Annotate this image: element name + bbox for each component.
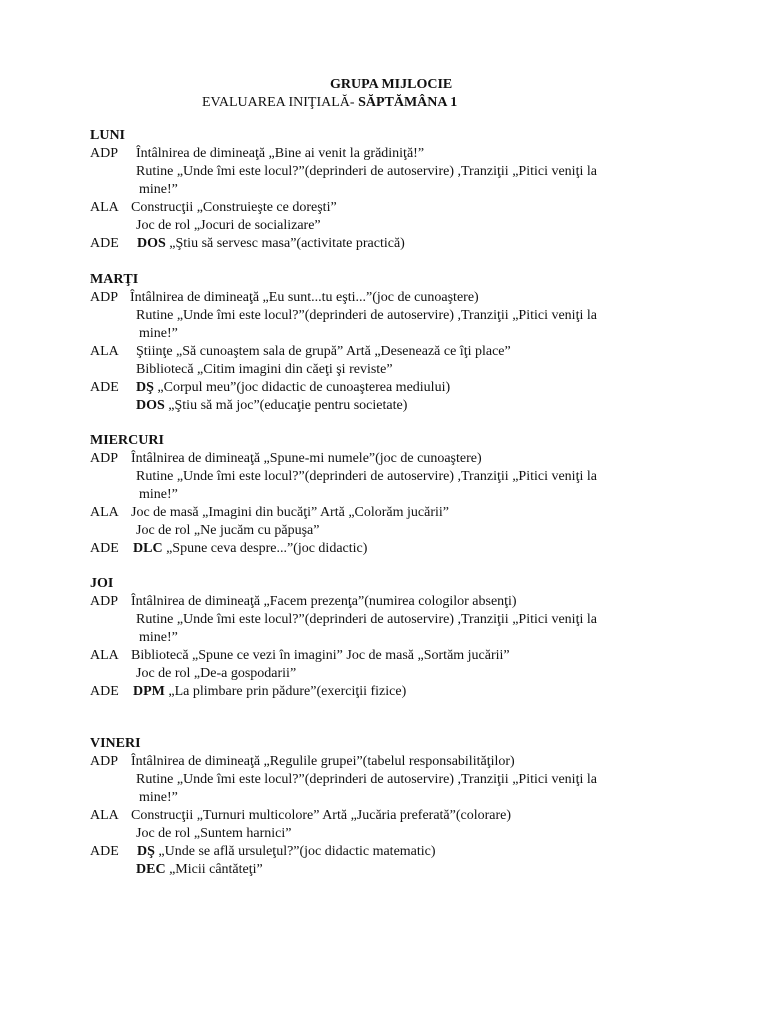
- activity-text: [137, 235, 405, 253]
- ade-row: [90, 379, 690, 397]
- activity-domain: DŞ: [136, 380, 154, 395]
- day-joi: [90, 575, 690, 701]
- rutine-line2: mine!”: [139, 790, 178, 805]
- activity-text: Joc de rol „Jocuri de socializare”: [136, 218, 321, 233]
- day-heading: MIERCURI: [90, 433, 164, 448]
- activity-detail: „La plimbare prin pădure”(exerciţii fizice): [164, 684, 407, 699]
- activity-text: Bibliotecă „Spune ce vezi în imagini” Joc de masă „Sortăm jucării”: [131, 648, 510, 663]
- activity-detail: „Corpul meu”(joc didactic de cunoaşterea mediului): [153, 380, 451, 395]
- activity-domain: DOS: [137, 236, 166, 251]
- activity-code: ADP: [90, 146, 119, 161]
- activity-code: ADE: [90, 236, 119, 251]
- ade-row: [90, 540, 690, 558]
- ade-row-2: [90, 861, 690, 879]
- rutine-line2: mine!”: [139, 630, 178, 645]
- day-vineri: [90, 735, 690, 879]
- ala-row: [90, 807, 690, 825]
- rutine-line1: Rutine „Unde îmi este locul?”(deprinderi de autoservire) ,Tranziţii „Pitici veniţi la: [136, 772, 597, 787]
- rutine-line1: Rutine „Unde îmi este locul?”(deprinderi de autoservire) ,Tranziţii „Pitici veniţi la: [136, 612, 597, 627]
- rutine-row: [90, 163, 690, 181]
- activity-domain: DŞ: [137, 844, 155, 859]
- day-heading: MARŢI: [90, 272, 139, 287]
- subtitle-plain: EVALUAREA INIŢIALĂ-: [202, 95, 359, 110]
- ala-row: [90, 343, 690, 361]
- activity-code: ALA: [90, 648, 119, 663]
- day-marti: [90, 271, 690, 415]
- activity-text: Întâlnirea de dimineaţă „Regulile grupei”(tabelul responsabilităţilor): [131, 754, 515, 769]
- activity-text: [137, 843, 436, 861]
- activity-detail: „Unde se află ursuleţul?”(joc didactic matematic): [154, 844, 436, 859]
- rutine-row-wrap: [90, 325, 690, 343]
- activity-text: Întâlnirea de dimineaţă „Facem prezenţa”(numirea cologilor absenţi): [131, 594, 517, 609]
- activity-text: [133, 683, 406, 701]
- activity-code: ADP: [90, 754, 119, 769]
- rutine-row-wrap: [90, 629, 690, 647]
- activity-code: ALA: [90, 200, 119, 215]
- activity-text: Ştiinţe „Să cunoaştem sala de grupă” Artă „Desenează ce îţi place”: [136, 344, 511, 359]
- activity-detail: „Ştiu să servesc masa”(activitate practică): [165, 236, 405, 251]
- page-subtitle: [202, 94, 457, 112]
- day-heading: VINERI: [90, 736, 141, 751]
- activity-domain: DOS: [136, 398, 165, 413]
- day-miercuri: [90, 432, 690, 558]
- activity-text: Joc de rol „De-a gospodarii”: [136, 666, 297, 681]
- rutine-line1: Rutine „Unde îmi este locul?”(deprinderi de autoservire) ,Tranziţii „Pitici veniţi la: [136, 164, 597, 179]
- page-title: GRUPA MIJLOCIE: [330, 77, 453, 92]
- ala-row-2: [90, 361, 690, 379]
- activity-code: ALA: [90, 344, 119, 359]
- rutine-line2: mine!”: [139, 326, 178, 341]
- activity-code: ADP: [90, 594, 119, 609]
- activity-text: Întâlnirea de dimineaţă „Spune-mi numele”(joc de cunoaştere): [131, 451, 482, 466]
- subtitle-bold: SĂPTĂMÂNA 1: [358, 95, 458, 110]
- activity-code: ALA: [90, 505, 119, 520]
- adp-row: [90, 753, 690, 771]
- activity-text: [136, 397, 407, 415]
- day-luni: [90, 127, 690, 253]
- adp-row: [90, 593, 690, 611]
- activity-domain: DEC: [136, 862, 166, 877]
- rutine-line1: Rutine „Unde îmi este locul?”(deprinderi de autoservire) ,Tranziţii „Pitici veniţi la: [136, 469, 597, 484]
- activity-text: [136, 379, 450, 397]
- rutine-row: [90, 468, 690, 486]
- ade-row-2: [90, 397, 690, 415]
- activity-code: ADE: [90, 380, 119, 395]
- adp-row: [90, 145, 690, 163]
- activity-detail: „Ştiu să mă joc”(educaţie pentru societate): [164, 398, 408, 413]
- rutine-row: [90, 771, 690, 789]
- rutine-row-wrap: [90, 789, 690, 807]
- adp-row: [90, 289, 690, 307]
- activity-code: ALA: [90, 808, 119, 823]
- activity-code: ADE: [90, 844, 119, 859]
- activity-text: Bibliotecă „Citim imagini din căeţi şi reviste”: [136, 362, 393, 377]
- activity-detail: „Spune ceva despre...”(joc didactic): [162, 541, 368, 556]
- ade-row: [90, 235, 690, 253]
- activity-text: Joc de rol „Ne jucăm cu păpuşa”: [136, 523, 320, 538]
- ala-row: [90, 504, 690, 522]
- activity-text: Joc de rol „Suntem harnici”: [136, 826, 292, 841]
- activity-text: Construcţii „Construieşte ce doreşti”: [131, 200, 337, 215]
- ala-row-2: [90, 665, 690, 683]
- ade-row: [90, 683, 690, 701]
- rutine-line2: mine!”: [139, 182, 178, 197]
- rutine-line2: mine!”: [139, 487, 178, 502]
- activity-text: Joc de masă „Imagini din bucăţi” Artă „Colorăm jucării”: [131, 505, 449, 520]
- activity-domain: DLC: [133, 541, 163, 556]
- activity-code: ADE: [90, 541, 119, 556]
- ala-row-2: [90, 522, 690, 540]
- ala-row-2: [90, 825, 690, 843]
- ade-row: [90, 843, 690, 861]
- activity-code: ADE: [90, 684, 119, 699]
- rutine-row: [90, 307, 690, 325]
- activity-code: ADP: [90, 451, 119, 466]
- activity-text: [133, 540, 367, 558]
- ala-row: [90, 647, 690, 665]
- rutine-row-wrap: [90, 181, 690, 199]
- rutine-line1: Rutine „Unde îmi este locul?”(deprinderi de autoservire) ,Tranziţii „Pitici veniţi la: [136, 308, 597, 323]
- activity-detail: „Micii cântăteţi”: [165, 862, 263, 877]
- rutine-row-wrap: [90, 486, 690, 504]
- activity-domain: DPM: [133, 684, 165, 699]
- rutine-row: [90, 611, 690, 629]
- ala-row-2: [90, 217, 690, 235]
- activity-text: [136, 861, 263, 879]
- day-heading: JOI: [90, 576, 114, 591]
- adp-row: [90, 450, 690, 468]
- activity-code: ADP: [90, 290, 119, 305]
- ala-row: [90, 199, 690, 217]
- activity-text: Construcţii „Turnuri multicolore” Artă „Jucăria preferată”(colorare): [131, 808, 512, 823]
- activity-text: Întâlnirea de dimineaţă „Eu sunt...tu eşti...”(joc de cunoaştere): [130, 290, 479, 305]
- day-heading: LUNI: [90, 128, 126, 143]
- activity-text: Întâlnirea de dimineaţă „Bine ai venit la grădiniţă!”: [136, 146, 425, 161]
